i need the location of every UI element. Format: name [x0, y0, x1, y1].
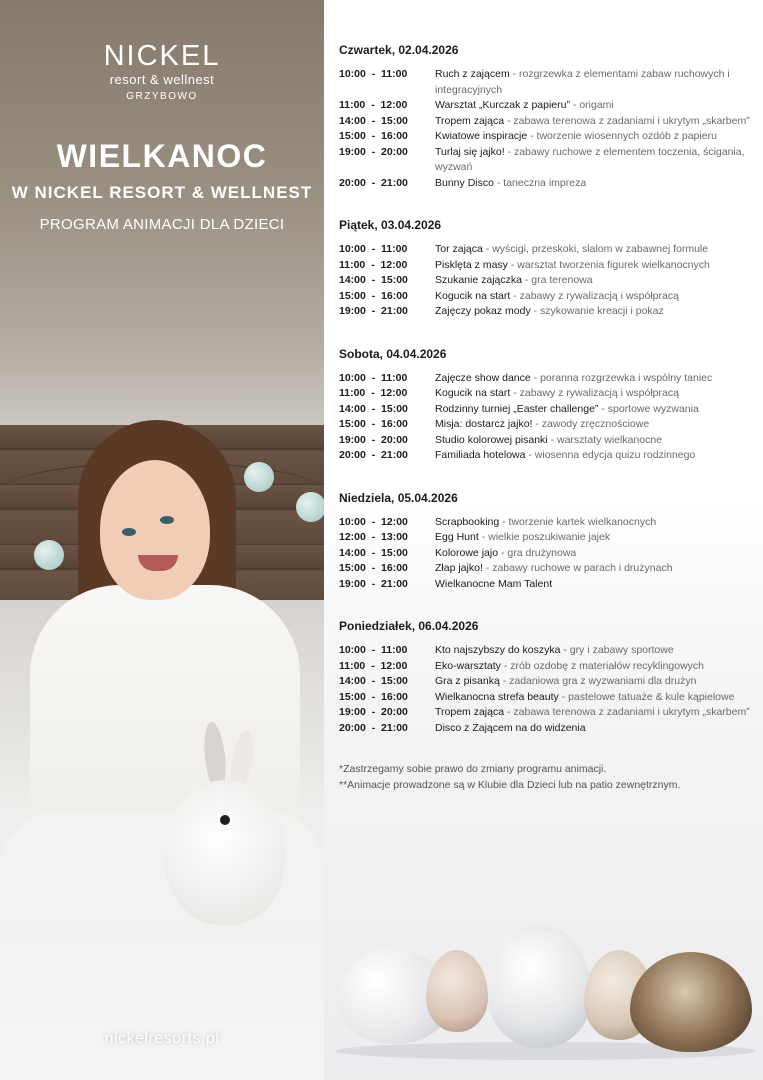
- event-activity: Turlaj się jajko!: [435, 145, 505, 158]
- event-details: - wyścigi, przeskoki, slalom w zabawnej formule: [482, 243, 709, 255]
- schedule-row: [339, 721, 759, 737]
- event-activity: Ruch z zającem: [435, 68, 510, 80]
- schedule-row: [339, 561, 759, 577]
- logo-subtitle: resort & wellnest: [109, 72, 215, 87]
- light-bulb-decoration: [244, 462, 274, 492]
- event-time: 14:00 - 15:00: [339, 546, 408, 559]
- white-bunny: [165, 780, 285, 925]
- event-description: [435, 258, 759, 274]
- event-description: [435, 417, 759, 433]
- event-details: - zadaniowa gra z wyzwaniami dla drużyn: [499, 675, 697, 687]
- event-details: - zabawy ruchowe z elementem toczenia, ścigania, wyzwań: [435, 145, 745, 173]
- schedule-row: [339, 705, 759, 721]
- event-time: 14:00 - 15:00: [339, 675, 408, 687]
- event-details: - zabawy z rywalizacją i współpracą: [510, 387, 679, 399]
- event-time: 11:00 - 12:00: [339, 99, 408, 111]
- event-time: 19:00 - 21:00: [339, 577, 408, 590]
- event-description: [435, 98, 759, 114]
- schedule-row: [339, 690, 759, 706]
- event-description: [435, 304, 759, 320]
- event-details: - wielkie poszukiwanie jajek: [478, 531, 611, 543]
- event-activity: Złap jajko!: [435, 562, 483, 574]
- note-line: **Animacje prowadzone są w Klubie dla Dzieci lub na patio zewnętrznym.: [339, 778, 681, 791]
- event-description: [435, 546, 759, 562]
- event-details: - gra terenowa: [521, 274, 593, 286]
- event-details: - warsztaty wielkanocne: [547, 433, 663, 446]
- event-description: [435, 176, 759, 192]
- light-bulb-decoration: [34, 540, 64, 570]
- event-description: [435, 129, 759, 145]
- event-activity: Gra z pisanką: [435, 675, 500, 687]
- event-time: 10:00 - 11:00: [339, 243, 408, 255]
- schedule-row: [339, 577, 759, 593]
- quail-egg: [630, 952, 752, 1052]
- event-activity: Kto najszybszy do koszyka: [435, 644, 561, 656]
- event-time: 11:00 - 12:00: [339, 659, 408, 672]
- schedule-row: [339, 386, 759, 402]
- event-description: [435, 705, 759, 721]
- schedule-row: [339, 515, 759, 531]
- event-activity: Egg Hunt: [435, 531, 479, 543]
- schedule-row: [339, 417, 759, 433]
- event-description: [435, 371, 759, 387]
- event-description: [435, 577, 759, 593]
- schedule-row: [339, 643, 759, 659]
- event-time: 15:00 - 16:00: [339, 289, 408, 302]
- girl-face: [100, 460, 210, 600]
- headline-program: PROGRAM ANIMACJI DLA DZIECI: [39, 216, 285, 233]
- event-details: - gra drużynowa: [498, 546, 577, 559]
- event-description: [435, 433, 759, 449]
- event-time: 19:00 - 20:00: [339, 433, 408, 446]
- note-line: *Zastrzegamy sobie prawo do zmiany programu animacji.: [339, 763, 607, 775]
- schedule-row: [339, 659, 759, 675]
- event-activity: Warsztat „Kurczak z papieru”: [435, 99, 570, 111]
- schedule-row: [339, 530, 759, 546]
- day-title: Piątek, 03.04.2026: [339, 218, 442, 232]
- event-activity: Studio kolorowej pisanki: [435, 433, 548, 446]
- event-time: 12:00 - 13:00: [339, 531, 408, 543]
- schedule-row: [339, 402, 759, 418]
- event-details: - zabawy z rywalizacją i współpracą: [510, 289, 679, 302]
- schedule-row: [339, 258, 759, 274]
- event-details: - wiosenna edycja quizu rodzinnego: [525, 449, 696, 461]
- light-bulb-decoration: [296, 492, 324, 522]
- event-activity: Kwiatowe inspiracje: [435, 130, 528, 142]
- event-activity: Tor zająca: [435, 243, 483, 255]
- event-time: 11:00 - 12:00: [339, 387, 408, 399]
- schedule-row: [339, 448, 759, 464]
- event-details: - szykowanie kreacji i pokaz: [530, 305, 664, 317]
- event-time: 20:00 - 21:00: [339, 176, 408, 189]
- event-time: 15:00 - 16:00: [339, 562, 408, 574]
- schedule-row: [339, 433, 759, 449]
- event-details: - rozgrzewka z elementami zabaw ruchowych i integracyjnych: [435, 68, 730, 96]
- event-details: - taneczna impreza: [493, 176, 587, 189]
- day-title: Poniedziałek, 06.04.2026: [339, 619, 479, 633]
- event-activity: Tropem zająca: [435, 114, 505, 127]
- event-description: [435, 721, 759, 737]
- logo-name: NICKEL: [103, 40, 221, 72]
- event-activity: Eko-warsztaty: [435, 659, 501, 672]
- event-time: 20:00 - 21:00: [339, 721, 408, 734]
- schedule-row: [339, 129, 759, 145]
- event-details: - gry i zabawy sportowe: [560, 644, 674, 656]
- headline-block: [0, 134, 324, 240]
- event-description: [435, 242, 759, 258]
- event-description: [435, 273, 759, 289]
- event-activity: Bunny Disco: [435, 176, 494, 189]
- schedule-row: [339, 176, 759, 192]
- event-description: [435, 386, 759, 402]
- event-details: - poranna rozgrzewka i wspólny taniec: [530, 371, 713, 384]
- schedule-row: [339, 114, 759, 130]
- event-activity: Scrapbooking: [435, 515, 500, 528]
- event-description: [435, 561, 759, 577]
- event-description: [435, 530, 759, 546]
- event-activity: Kogucik na start: [435, 289, 511, 302]
- event-activity: Zajęcze show dance: [435, 371, 531, 384]
- headline-title: WIELKANOC: [56, 138, 268, 174]
- event-details: - zawody zręcznościowe: [532, 418, 650, 430]
- headline-subtitle: W NICKEL RESORT & WELLNEST: [11, 183, 313, 202]
- event-activity: Zajęczy pokaz mody: [435, 305, 531, 317]
- event-time: 10:00 - 12:00: [339, 515, 408, 528]
- event-description: [435, 289, 759, 305]
- event-time: 14:00 - 15:00: [339, 402, 408, 415]
- schedule-row: [339, 674, 759, 690]
- day-title: Czwartek, 02.04.2026: [339, 43, 459, 57]
- day-section: [339, 490, 759, 593]
- event-description: [435, 402, 759, 418]
- event-activity: Kolorowe jajo: [435, 546, 499, 559]
- days-list: [339, 42, 759, 736]
- event-time: 14:00 - 15:00: [339, 114, 408, 127]
- event-activity: Wielkanocna strefa beauty: [435, 690, 559, 703]
- event-description: [435, 114, 759, 130]
- event-description: [435, 67, 759, 98]
- schedule-row: [339, 546, 759, 562]
- event-activity: Disco z Zającem na do widzenia: [435, 721, 586, 734]
- event-activity: Tropem zająca: [435, 706, 505, 718]
- event-description: [435, 145, 759, 176]
- event-time: 19:00 - 20:00: [339, 706, 408, 718]
- day-title: Niedziela, 05.04.2026: [339, 490, 458, 505]
- event-description: [435, 690, 759, 706]
- schedule-row: [339, 273, 759, 289]
- event-details: - zabawy ruchowe w parach i drużynach: [482, 562, 673, 574]
- event-description: [435, 515, 759, 531]
- schedule-row: [339, 67, 759, 98]
- girl-eye: [122, 528, 136, 536]
- event-activity: Pisklęta z masy: [435, 258, 508, 271]
- event-activity: Kogucik na start: [435, 387, 511, 399]
- event-time: 15:00 - 16:00: [339, 690, 408, 703]
- event-details: - zabawa terenowa z zadaniami i ukrytym „skarbem”: [504, 706, 750, 718]
- event-time: 10:00 - 11:00: [339, 371, 408, 384]
- event-details: - origami: [569, 99, 614, 111]
- left-photo-panel: [0, 0, 324, 1080]
- day-section: [339, 42, 759, 191]
- event-time: 14:00 - 15:00: [339, 274, 408, 286]
- event-time: 15:00 - 16:00: [339, 130, 408, 142]
- nickel-logo: [0, 40, 324, 106]
- event-details: - pastelowe tatuaże & kule kąpielowe: [558, 690, 735, 703]
- bunny-eye: [220, 815, 230, 825]
- schedule-row: [339, 371, 759, 387]
- schedule-content: [339, 42, 759, 793]
- event-description: [435, 448, 759, 464]
- event-description: [435, 643, 759, 659]
- event-details: - warsztat tworzenia figurek wielkanocnych: [507, 258, 710, 271]
- schedule-row: [339, 242, 759, 258]
- event-details: - sportowe wyzwania: [598, 402, 699, 415]
- event-time: 20:00 - 21:00: [339, 449, 408, 461]
- event-time: 10:00 - 11:00: [339, 644, 408, 656]
- event-time: 11:00 - 12:00: [339, 258, 408, 271]
- event-activity: Wielkanocne Mam Talent: [435, 577, 553, 590]
- event-activity: Misja: dostarcz jajko!: [435, 418, 533, 430]
- event-details: - zrób ozdobę z materiałów recyklingowych: [500, 659, 705, 672]
- notes-block: [339, 762, 759, 793]
- event-details: - tworzenie wiosennych ozdób z papieru: [527, 130, 717, 142]
- event-activity: Familiada hotelowa: [435, 449, 526, 461]
- event-description: [435, 659, 759, 675]
- event-activity: Rodzinny turniej „Easter challenge”: [435, 402, 599, 415]
- logo-location: GRZYBOWO: [126, 91, 198, 102]
- schedule-panel: [324, 0, 763, 1080]
- event-activity: Szukanie zajączka: [435, 274, 522, 286]
- quail-egg: [488, 924, 592, 1048]
- schedule-row: [339, 304, 759, 320]
- schedule-row: [339, 145, 759, 176]
- schedule-row: [339, 289, 759, 305]
- schedule-row: [339, 98, 759, 114]
- event-time: 10:00 - 11:00: [339, 68, 408, 80]
- event-description: [435, 674, 759, 690]
- girl-eye: [160, 516, 174, 524]
- event-details: - zabawa terenowa z zadaniami i ukrytym „skarbem”: [504, 114, 750, 127]
- day-title: Sobota, 04.04.2026: [339, 346, 447, 361]
- quail-eggs-illustration: [336, 920, 756, 1060]
- event-time: 19:00 - 20:00: [339, 145, 408, 158]
- day-section: [339, 618, 759, 736]
- event-time: 19:00 - 21:00: [339, 305, 408, 317]
- website-link[interactable]: nickelresorts.pl: [104, 1030, 220, 1047]
- quail-egg: [426, 950, 488, 1032]
- day-section: [339, 346, 759, 464]
- day-section: [339, 217, 759, 320]
- event-details: - tworzenie kartek wielkanocnych: [499, 515, 657, 528]
- event-time: 15:00 - 16:00: [339, 418, 408, 430]
